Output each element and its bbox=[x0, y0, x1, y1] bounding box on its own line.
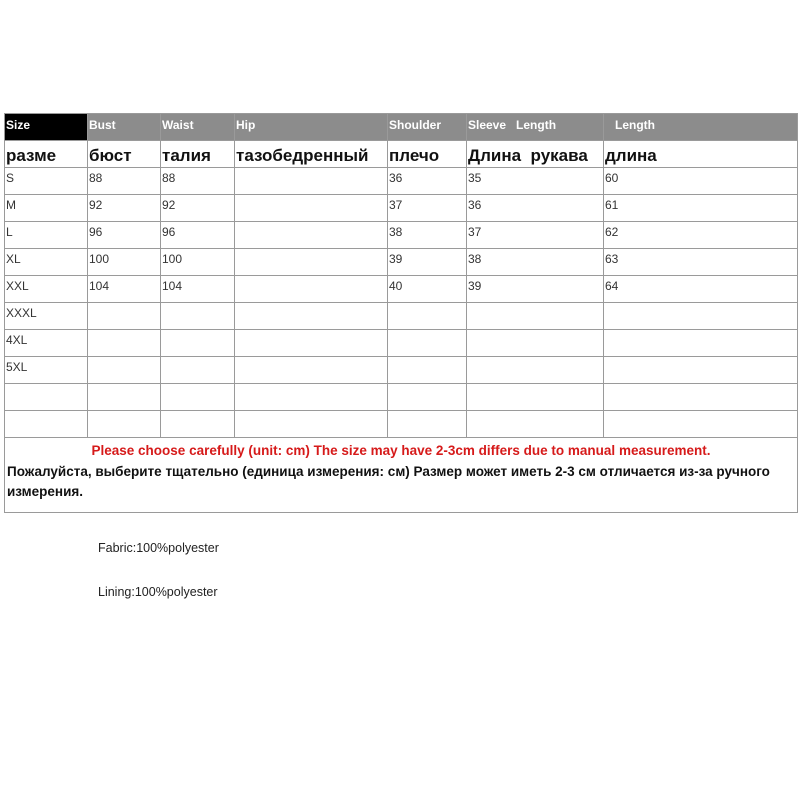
cell-size: XXL bbox=[5, 276, 88, 303]
cell-sleeve-length: 35 bbox=[467, 168, 604, 195]
cell-sleeve-length: 38 bbox=[467, 249, 604, 276]
header-shoulder: Shoulder bbox=[388, 114, 467, 141]
cell-waist bbox=[161, 411, 235, 438]
cell-bust bbox=[88, 303, 161, 330]
cell-sleeve-length bbox=[467, 357, 604, 384]
cell-waist: 92 bbox=[161, 195, 235, 222]
cell-sleeve-length: 39 bbox=[467, 276, 604, 303]
size-chart-table bbox=[4, 113, 798, 513]
cell-bust: 96 bbox=[88, 222, 161, 249]
cell-sleeve-length: 36 bbox=[467, 195, 604, 222]
cell-length: 60 bbox=[604, 168, 798, 195]
cell-bust bbox=[88, 384, 161, 411]
cell-length: 62 bbox=[604, 222, 798, 249]
cell-bust: 92 bbox=[88, 195, 161, 222]
cell-waist bbox=[161, 384, 235, 411]
header-sleeve-length: Sleeve Length bbox=[467, 114, 604, 141]
cell-hip bbox=[235, 411, 388, 438]
cell-length: 64 bbox=[604, 276, 798, 303]
cell-length bbox=[604, 411, 798, 438]
cell-shoulder bbox=[388, 303, 467, 330]
ru-header-bust: бюст bbox=[88, 141, 161, 168]
cell-sleeve-length bbox=[467, 330, 604, 357]
table-row bbox=[5, 357, 798, 384]
cell-shoulder bbox=[388, 330, 467, 357]
header-size: Size bbox=[5, 114, 88, 141]
cell-length bbox=[604, 330, 798, 357]
ru-header-hip: тазобедренный bbox=[235, 141, 388, 168]
cell-shoulder bbox=[388, 357, 467, 384]
ru-header-size: разме bbox=[5, 141, 88, 168]
ru-header-length: длина bbox=[604, 141, 798, 168]
table-row bbox=[5, 222, 798, 249]
cell-bust bbox=[88, 411, 161, 438]
cell-size: S bbox=[5, 168, 88, 195]
cell-size bbox=[5, 411, 88, 438]
cell-hip bbox=[235, 330, 388, 357]
cell-sleeve-length bbox=[467, 303, 604, 330]
cell-shoulder: 37 bbox=[388, 195, 467, 222]
header-hip: Hip bbox=[235, 114, 388, 141]
cell-waist bbox=[161, 357, 235, 384]
fabric-info: Fabric:100%polyester bbox=[98, 541, 219, 555]
cell-hip bbox=[235, 249, 388, 276]
cell-size: L bbox=[5, 222, 88, 249]
cell-waist: 104 bbox=[161, 276, 235, 303]
cell-size bbox=[5, 384, 88, 411]
cell-size: 5XL bbox=[5, 357, 88, 384]
cell-sleeve-length bbox=[467, 384, 604, 411]
cell-hip bbox=[235, 357, 388, 384]
cell-size: XL bbox=[5, 249, 88, 276]
cell-hip bbox=[235, 384, 388, 411]
cell-shoulder: 38 bbox=[388, 222, 467, 249]
cell-bust: 88 bbox=[88, 168, 161, 195]
measurement-note-english: Please choose carefully (unit: cm) The size may have 2-3cm differs due to manual measurement. bbox=[91, 443, 711, 458]
cell-size: M bbox=[5, 195, 88, 222]
cell-shoulder: 36 bbox=[388, 168, 467, 195]
header-waist: Waist bbox=[161, 114, 235, 141]
header-row bbox=[5, 114, 798, 141]
cell-waist: 100 bbox=[161, 249, 235, 276]
cell-bust: 104 bbox=[88, 276, 161, 303]
measurement-note-russian: Пожалуйста, выберите тщательно (единица измерения: см) Размер может иметь 2-3 см отличается из-за ручного измерения. bbox=[7, 464, 770, 499]
measurement-note-cell bbox=[5, 438, 798, 513]
cell-waist: 88 bbox=[161, 168, 235, 195]
cell-bust bbox=[88, 357, 161, 384]
table-row bbox=[5, 276, 798, 303]
cell-waist bbox=[161, 303, 235, 330]
cell-waist bbox=[161, 330, 235, 357]
cell-shoulder bbox=[388, 411, 467, 438]
cell-length bbox=[604, 303, 798, 330]
header-length: Length bbox=[604, 114, 798, 141]
cell-size: XXXL bbox=[5, 303, 88, 330]
table-row bbox=[5, 249, 798, 276]
table-row bbox=[5, 195, 798, 222]
cell-length: 63 bbox=[604, 249, 798, 276]
cell-sleeve-length bbox=[467, 411, 604, 438]
cell-length bbox=[604, 357, 798, 384]
cell-bust bbox=[88, 330, 161, 357]
cell-waist: 96 bbox=[161, 222, 235, 249]
table-row bbox=[5, 168, 798, 195]
cell-length: 61 bbox=[604, 195, 798, 222]
cell-size: 4XL bbox=[5, 330, 88, 357]
table-row bbox=[5, 384, 798, 411]
table-row bbox=[5, 330, 798, 357]
cell-shoulder: 39 bbox=[388, 249, 467, 276]
cell-hip bbox=[235, 222, 388, 249]
cell-length bbox=[604, 384, 798, 411]
ru-header-shoulder: плечо bbox=[388, 141, 467, 168]
ru-header-sleeve-length: Длина рукава bbox=[467, 141, 604, 168]
cell-shoulder: 40 bbox=[388, 276, 467, 303]
cell-hip bbox=[235, 168, 388, 195]
cell-hip bbox=[235, 276, 388, 303]
cell-sleeve-length: 37 bbox=[467, 222, 604, 249]
measurement-note-row bbox=[5, 438, 798, 513]
table-row bbox=[5, 303, 798, 330]
cell-hip bbox=[235, 195, 388, 222]
table-row bbox=[5, 411, 798, 438]
russian-header-row bbox=[5, 141, 798, 168]
cell-hip bbox=[235, 303, 388, 330]
lining-info: Lining:100%polyester bbox=[98, 585, 218, 599]
cell-shoulder bbox=[388, 384, 467, 411]
cell-bust: 100 bbox=[88, 249, 161, 276]
ru-header-waist: талия bbox=[161, 141, 235, 168]
header-bust: Bust bbox=[88, 114, 161, 141]
